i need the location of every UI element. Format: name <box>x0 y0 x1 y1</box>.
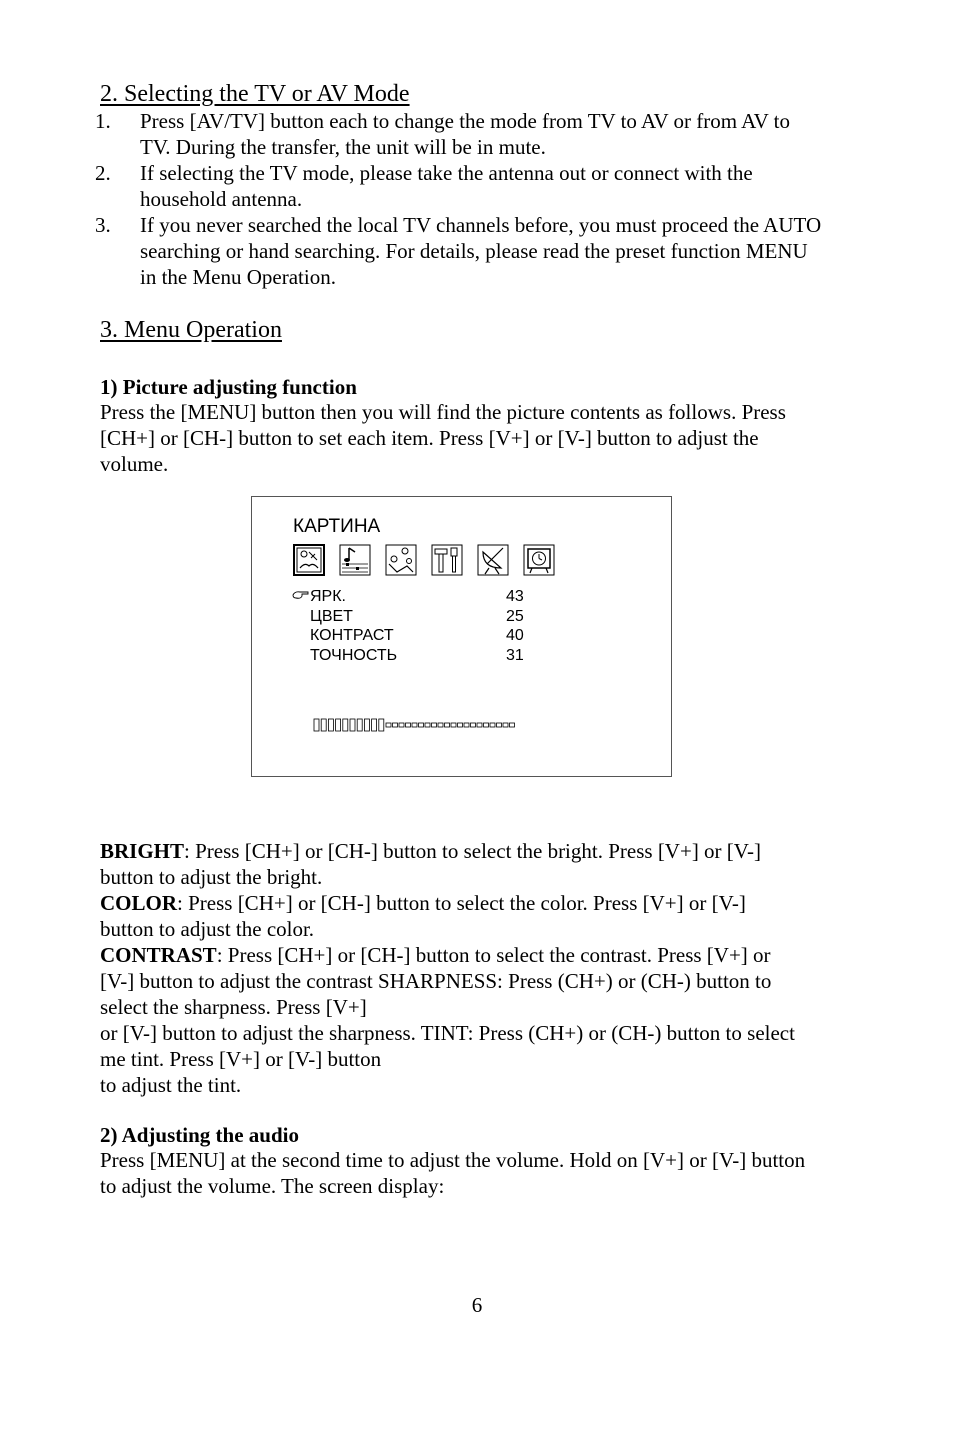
section-heading-tv-av-mode: 2. Selecting the TV or AV Mode <box>100 81 410 107</box>
tv-menu-item-label: ЯРК. <box>310 588 346 605</box>
level-segment-filled <box>364 719 369 731</box>
level-segment-filled <box>379 719 384 731</box>
paragraph-line: to adjust the volume. The screen display: <box>100 1174 445 1198</box>
function-icon <box>385 544 417 576</box>
level-segment-filled <box>314 719 319 731</box>
level-segment-empty <box>432 723 437 727</box>
description-line <box>100 838 845 864</box>
tv-menu-item-value: 43 <box>506 588 524 605</box>
level-segment-empty <box>471 723 476 727</box>
list-text-line: TV. During the transfer, the unit will be in mute. <box>140 135 546 159</box>
level-segment-empty <box>386 723 391 727</box>
level-segment-empty <box>451 723 456 727</box>
tv-menu-item-label: ТОЧНОСТЬ <box>310 646 398 664</box>
tv-menu-item-label: КОНТРАСТ <box>310 627 394 644</box>
tv-menu-item-contrast <box>290 626 530 646</box>
description-line: button to adjust the color. <box>100 917 315 941</box>
level-segment-empty <box>438 723 443 727</box>
level-segment-empty <box>510 723 515 727</box>
list-number: 1. <box>95 109 111 133</box>
description-line: to adjust the tint. <box>100 1073 242 1097</box>
description-line: or [V-] button to adjust the sharpness. TINT: Press (CH+) or (CH-) button to select <box>100 1021 795 1045</box>
list-text-line: If you never searched the local TV channels before, you must proceed the AUTO <box>140 213 822 237</box>
level-segment-empty <box>412 723 417 727</box>
tv-menu-item-color <box>290 607 530 627</box>
description-line: button to adjust the bright. <box>100 865 323 889</box>
tv-menu-screen <box>251 496 672 777</box>
level-segment-empty <box>503 723 508 727</box>
tv-menu-item-brightness <box>290 587 530 607</box>
list-number: 2. <box>95 161 111 185</box>
level-segment-empty <box>458 723 463 727</box>
level-segment-empty <box>445 723 450 727</box>
description-line: select the sharpness. Press [V+] <box>100 995 367 1019</box>
paragraph-line: volume. <box>100 452 169 476</box>
tv-menu-list <box>290 587 530 665</box>
tools-icon <box>431 544 463 576</box>
section-heading-menu-operation: 3. Menu Operation <box>100 317 282 343</box>
list-text-line: in the Menu Operation. <box>140 265 336 289</box>
paragraph-picture <box>100 399 845 477</box>
level-segment-empty <box>464 723 469 727</box>
picture-icon <box>293 544 325 576</box>
paragraph-line: Press the [MENU] button then you will find the picture contents as follows. Press <box>100 400 786 424</box>
level-segment-empty <box>477 723 482 727</box>
list-number: 3. <box>95 213 111 237</box>
level-segment-filled <box>372 719 377 731</box>
subheading-audio: 2) Adjusting the audio <box>100 1123 299 1147</box>
level-segment-filled <box>321 719 326 731</box>
descriptions-block <box>100 838 845 1098</box>
level-segment-empty <box>419 723 424 727</box>
paragraph-line: Press [MENU] at the second time to adjust the volume. Hold on [V+] or [V-] button <box>100 1148 806 1172</box>
level-segment-filled <box>336 719 341 731</box>
tv-menu-item-sharpness <box>290 646 530 666</box>
level-segment-filled <box>350 719 355 731</box>
paragraph-line: [CH+] or [CH-] button to set each item. Press [V+] or [V-] button to adjust the <box>100 426 759 450</box>
term-color: COLOR <box>100 891 178 915</box>
level-segment-filled <box>343 719 348 731</box>
list-text-line: If selecting the TV mode, please take the antenna out or connect with the <box>140 161 753 185</box>
level-segment-filled <box>328 719 333 731</box>
description-text: : Press [CH+] or [CH-] button to select the bright. Press [V+] or [V-] <box>184 839 762 863</box>
list-text-line: searching or hand searching. For details, please read the preset function MENU <box>140 239 808 263</box>
level-segment-empty <box>490 723 495 727</box>
antenna-icon <box>477 544 509 576</box>
term-contrast: CONTRAST <box>100 943 217 967</box>
list-text-line: Press [AV/TV] button each to change the mode from TV to AV or from AV to <box>140 109 790 133</box>
tv-menu-item-value: 40 <box>506 627 524 644</box>
level-segment-empty <box>484 723 489 727</box>
subheading-picture: 1) Picture adjusting function <box>100 375 357 399</box>
page-number: 6 <box>471 1293 483 1317</box>
description-line: [V-] button to adjust the contrast SHARPNESS: Press (CH+) or (CH-) button to <box>100 969 772 993</box>
tv-menu-title: КАРТИНА <box>293 516 381 537</box>
level-segment-empty <box>497 723 502 727</box>
level-segment-filled <box>357 719 362 731</box>
list-text-line: household antenna. <box>140 187 303 211</box>
tv-menu-item-value: 31 <box>506 646 524 664</box>
description-line <box>100 942 845 968</box>
level-segment-empty <box>399 723 404 727</box>
level-bar <box>313 718 528 732</box>
level-segment-empty <box>425 723 430 727</box>
tv-menu-item-value: 25 <box>506 607 524 625</box>
sound-icon <box>339 544 371 576</box>
tv-menu-item-label: ЦВЕТ <box>310 607 353 625</box>
description-text: : Press [CH+] or [CH-] button to select the color. Press [V+] or [V-] <box>177 891 746 915</box>
level-segment-empty <box>406 723 411 727</box>
level-segment-empty <box>393 723 398 727</box>
description-line: me tint. Press [V+] or [V-] button <box>100 1047 382 1071</box>
description-line <box>100 890 845 916</box>
description-text: : Press [CH+] or [CH-] button to select the contrast. Press [V+] or <box>216 943 771 967</box>
clock-icon <box>523 544 555 576</box>
pointer-hand-icon <box>292 590 309 600</box>
paragraph-audio <box>100 1147 845 1199</box>
term-bright: BRIGHT <box>100 839 185 863</box>
